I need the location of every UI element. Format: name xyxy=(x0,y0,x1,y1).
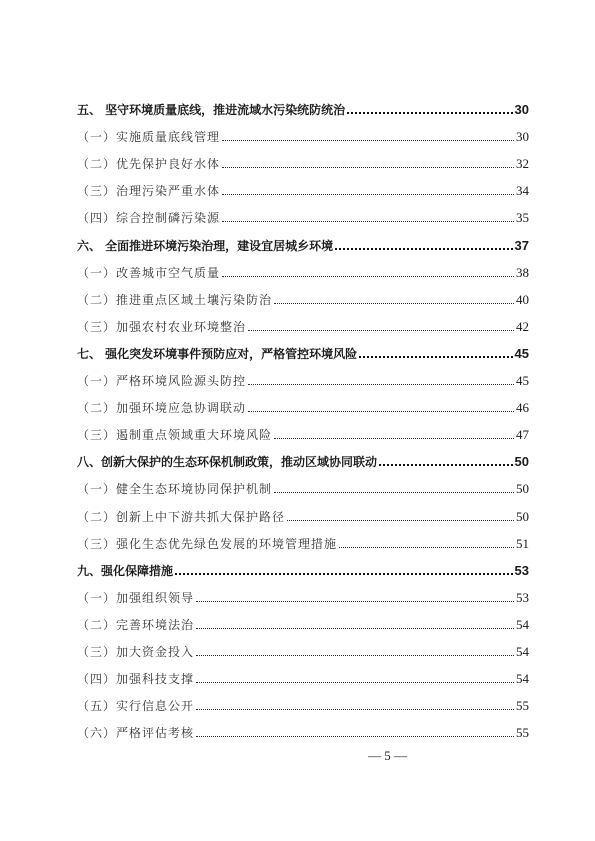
toc-subsection-row xyxy=(77,172,529,199)
dot-leader xyxy=(196,655,514,656)
toc-subsection-row xyxy=(77,281,529,308)
toc-entry-label: （二）推进重点区域土壤污染防治 xyxy=(77,292,273,307)
toc-subsection-row xyxy=(77,633,529,660)
toc-subsection-row xyxy=(77,118,529,145)
toc-section-row xyxy=(77,552,529,579)
toc-subsection-row xyxy=(77,145,529,172)
toc-page-number: 54 xyxy=(516,671,529,687)
toc-entry-label: （五）实行信息公开 xyxy=(77,699,195,714)
page-number-footer: — 5 — xyxy=(368,748,407,763)
dot-leader xyxy=(222,221,514,222)
dot-leader xyxy=(196,736,514,737)
toc-page-number: 50 xyxy=(516,508,529,524)
toc-page-number: 37 xyxy=(514,237,529,253)
toc-entry-label: （二）完善环境法治 xyxy=(77,617,195,632)
toc-subsection-row xyxy=(77,606,529,633)
toc-page-number: 51 xyxy=(516,535,529,551)
toc-page-number: 42 xyxy=(516,318,529,334)
toc-entry-label: （一）严格环境风险源头防控 xyxy=(77,374,247,389)
dot-leader xyxy=(222,194,514,195)
toc-subsection-row xyxy=(77,199,529,226)
dot-leader xyxy=(379,464,513,466)
dot-leader xyxy=(175,573,513,575)
toc-page-number: 55 xyxy=(516,698,529,714)
toc-subsection-row xyxy=(77,525,529,552)
toc-section-row xyxy=(77,91,529,118)
toc-subsection-row xyxy=(77,254,529,281)
dot-leader xyxy=(196,628,514,629)
toc-page-number: 45 xyxy=(514,345,529,361)
toc-page-number: 40 xyxy=(516,291,529,307)
table-of-contents xyxy=(77,91,529,741)
toc-page-number: 30 xyxy=(514,102,529,118)
toc-entry-label: （三）治理污染严重水体 xyxy=(77,184,221,199)
toc-page-number: 55 xyxy=(516,725,529,741)
dot-leader xyxy=(222,167,514,168)
dot-leader xyxy=(196,709,514,710)
dot-leader xyxy=(248,384,514,385)
toc-subsection-row xyxy=(77,497,529,524)
toc-section-row xyxy=(77,443,529,470)
toc-subsection-row xyxy=(77,362,529,389)
toc-entry-label: （六）严格评估考核 xyxy=(77,726,195,741)
dot-leader xyxy=(287,520,514,521)
toc-page-number: 35 xyxy=(516,210,529,226)
dot-leader xyxy=(222,276,514,277)
toc-page-number: 38 xyxy=(516,264,529,280)
toc-subsection-row xyxy=(77,389,529,416)
toc-entry-label: （三）遏制重点领域重大环境风险 xyxy=(77,428,273,443)
dot-leader xyxy=(248,411,514,412)
toc-page-number: 32 xyxy=(516,156,529,172)
toc-entry-label: 六、 全面推进环境污染治理，建设宜居城乡环境 xyxy=(77,238,334,253)
toc-page-number: 47 xyxy=(516,427,529,443)
dot-leader xyxy=(359,356,512,358)
toc-entry-label: 七、 强化突发环境事件预防应对，严格管控环境风险 xyxy=(77,346,358,361)
toc-entry-label: （三）加大资金投入 xyxy=(77,644,195,659)
toc-page-number: 45 xyxy=(516,373,529,389)
toc-subsection-row xyxy=(77,660,529,687)
toc-entry-label: （二）优先保护良好水体 xyxy=(77,157,221,172)
toc-subsection-row xyxy=(77,470,529,497)
toc-page-number: 46 xyxy=(516,400,529,416)
toc-page-number: 34 xyxy=(516,183,529,199)
toc-entry-label: （四）加强科技支撑 xyxy=(77,672,195,687)
toc-entry-label: （一）健全生态环境协同保护机制 xyxy=(77,482,273,497)
toc-subsection-row xyxy=(77,714,529,741)
toc-page-number: 50 xyxy=(516,481,529,497)
toc-entry-label: （二）创新上中下游共抓大保护路径 xyxy=(77,509,286,524)
toc-entry-label: （四）综合控制磷污染源 xyxy=(77,211,221,226)
dot-leader xyxy=(274,303,514,304)
toc-entry-label: （三）强化生态优先绿色发展的环境管理措施 xyxy=(77,536,338,551)
toc-entry-label: （一）改善城市空气质量 xyxy=(77,265,221,280)
toc-page-number: 53 xyxy=(516,589,529,605)
toc-section-row xyxy=(77,226,529,253)
toc-entry-label: （三）加强农村农业环境整治 xyxy=(77,319,247,334)
dot-leader xyxy=(196,601,514,602)
toc-entry-label: 八、创新大保护的生态环保机制政策，推动区域协同联动 xyxy=(77,455,378,470)
toc-entry-label: （一）加强组织领导 xyxy=(77,590,195,605)
toc-page-number: 53 xyxy=(514,562,529,578)
dot-leader xyxy=(335,248,512,250)
toc-entry-label: 九、强化保障措施 xyxy=(77,563,174,578)
toc-subsection-row xyxy=(77,416,529,443)
dot-leader xyxy=(248,330,514,331)
toc-page-number: 50 xyxy=(514,454,529,470)
dot-leader xyxy=(196,682,514,683)
toc-section-row xyxy=(77,335,529,362)
toc-entry-label: （二）加强环境应急协调联动 xyxy=(77,401,247,416)
toc-subsection-row xyxy=(77,579,529,606)
toc-entry-label: 五、 坚守环境质量底线，推进流域水污染统防统治 xyxy=(77,103,346,118)
toc-page-number: 30 xyxy=(516,129,529,145)
toc-page-number: 54 xyxy=(516,616,529,632)
dot-leader xyxy=(222,140,514,141)
toc-subsection-row xyxy=(77,308,529,335)
toc-entry-label: （一）实施质量底线管理 xyxy=(77,130,221,145)
dot-leader xyxy=(274,492,514,493)
dot-leader xyxy=(274,438,514,439)
toc-page-number: 54 xyxy=(516,643,529,659)
toc-subsection-row xyxy=(77,687,529,714)
dot-leader xyxy=(347,112,512,114)
dot-leader xyxy=(339,547,514,548)
